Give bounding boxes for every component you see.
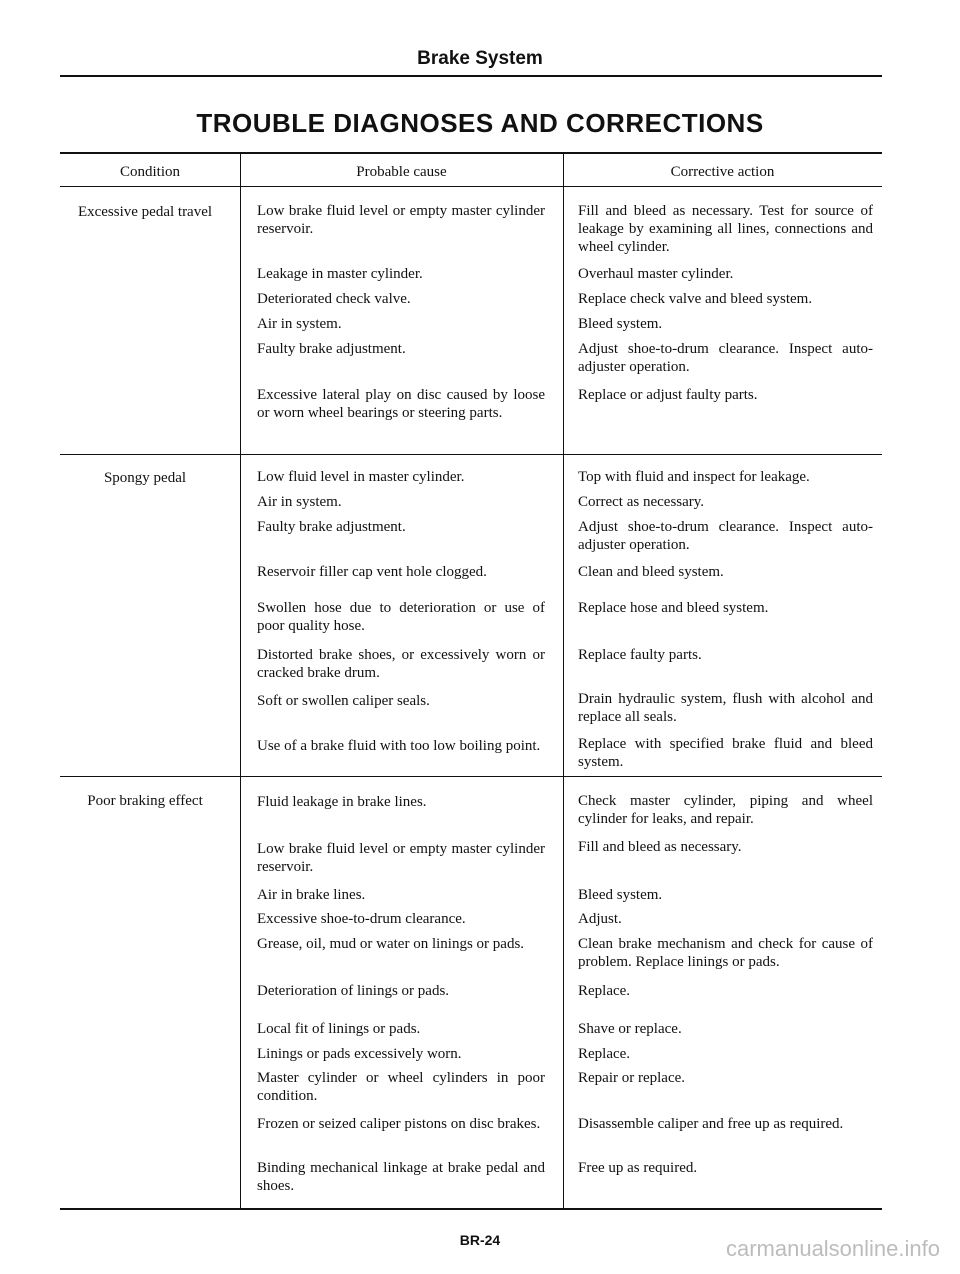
action-text: Fill and bleed as necessary. Test for source of leakage by examining all lines, connections and wheel cylinder. bbox=[578, 203, 873, 255]
cause-text: Deteriorated check valve. bbox=[257, 291, 411, 307]
action-text: Replace. bbox=[578, 983, 631, 999]
action-text: Replace. bbox=[578, 1046, 631, 1062]
action-text: Free up as required. bbox=[578, 1160, 698, 1176]
cause-text: Low fluid level in master cylinder. bbox=[257, 469, 465, 485]
action-text: Correct as necessary. bbox=[578, 494, 705, 510]
cause-text: Reservoir filler cap vent hole clogged. bbox=[257, 564, 487, 580]
action-text: Replace hose and bleed system. bbox=[578, 600, 769, 616]
column-header-cause: Probable cause bbox=[356, 164, 447, 180]
column-divider bbox=[240, 152, 241, 1210]
cause-text: Swollen hose due to deterioration or use of poor quality hose. bbox=[257, 600, 545, 634]
condition-label: Poor braking effect bbox=[87, 793, 203, 809]
action-text: Replace or adjust faulty parts. bbox=[578, 387, 758, 403]
cause-text: Air in brake lines. bbox=[257, 887, 366, 903]
cause-text: Linings or pads excessively worn. bbox=[257, 1046, 462, 1062]
diagnosis-table bbox=[60, 152, 882, 1210]
action-text: Shave or replace. bbox=[578, 1021, 682, 1037]
condition-label: Spongy pedal bbox=[103, 470, 187, 486]
cause-text: Air in system. bbox=[257, 494, 342, 510]
action-text: Clean brake mechanism and check for cause of problem. Replace linings or pads. bbox=[578, 936, 873, 970]
cause-text: Soft or swollen caliper seals. bbox=[257, 693, 430, 709]
cause-text: Frozen or seized caliper pistons on disc brakes. bbox=[257, 1116, 541, 1132]
cause-text: Low brake fluid level or empty master cylinder reservoir. bbox=[257, 841, 545, 875]
watermark: carmanualsonline.info bbox=[725, 1236, 940, 1261]
cause-text: Air in system. bbox=[257, 316, 342, 332]
condition-label: Excessive pedal travel bbox=[77, 204, 213, 220]
group-divider bbox=[60, 776, 882, 777]
column-divider bbox=[563, 152, 564, 1210]
cause-text: Low brake fluid level or empty master cylinder reservoir. bbox=[257, 203, 545, 237]
page-title: TROUBLE DIAGNOSES AND CORRECTIONS bbox=[196, 108, 764, 138]
header-bottom-rule bbox=[60, 186, 882, 187]
table-bottom-rule bbox=[60, 1208, 882, 1210]
action-text: Disassemble caliper and free up as required. bbox=[578, 1116, 844, 1132]
cause-text: Leakage in master cylinder. bbox=[257, 266, 423, 282]
cause-text: Distorted brake shoes, or excessively worn or cracked brake drum. bbox=[257, 647, 545, 681]
cause-text: Grease, oil, mud or water on linings or pads. bbox=[257, 936, 525, 952]
action-text: Bleed system. bbox=[578, 887, 663, 903]
action-text: Check master cylinder, piping and wheel cylinder for leaks, and repair. bbox=[578, 793, 873, 827]
action-text: Replace faulty parts. bbox=[578, 647, 702, 663]
section-header: Brake System bbox=[417, 48, 543, 69]
cause-text: Fluid leakage in brake lines. bbox=[257, 794, 427, 810]
table-top-rule bbox=[60, 152, 882, 154]
header-rule bbox=[60, 75, 882, 77]
cause-text: Excessive shoe-to-drum clearance. bbox=[257, 911, 466, 927]
action-text: Clean and bleed system. bbox=[578, 564, 724, 580]
column-header-action: Corrective action bbox=[670, 164, 775, 180]
cause-text: Excessive lateral play on disc caused by loose or worn wheel bearings or steering parts. bbox=[257, 387, 545, 421]
action-text: Adjust shoe-to-drum clearance. Inspect auto-adjuster operation. bbox=[578, 519, 873, 553]
column-header-condition: Condition bbox=[119, 164, 180, 180]
action-text: Adjust. bbox=[578, 911, 622, 927]
cause-text: Master cylinder or wheel cylinders in poor condition. bbox=[257, 1070, 545, 1104]
action-text: Repair or replace. bbox=[578, 1070, 686, 1086]
action-text: Replace check valve and bleed system. bbox=[578, 291, 813, 307]
cause-text: Faulty brake adjustment. bbox=[257, 519, 406, 535]
action-text: Fill and bleed as necessary. bbox=[578, 839, 742, 855]
action-text: Drain hydraulic system, flush with alcohol and replace all seals. bbox=[578, 691, 873, 725]
cause-text: Binding mechanical linkage at brake pedal and shoes. bbox=[257, 1160, 545, 1194]
group-divider bbox=[60, 454, 882, 455]
action-text: Top with fluid and inspect for leakage. bbox=[578, 469, 810, 485]
action-text: Overhaul master cylinder. bbox=[578, 266, 734, 282]
cause-text: Local fit of linings or pads. bbox=[257, 1021, 421, 1037]
page-number: BR-24 bbox=[459, 1232, 501, 1248]
action-text: Bleed system. bbox=[578, 316, 663, 332]
action-text: Replace with specified brake fluid and bleed system. bbox=[578, 736, 873, 770]
cause-text: Deterioration of linings or pads. bbox=[257, 983, 450, 999]
action-text: Adjust shoe-to-drum clearance. Inspect auto-adjuster operation. bbox=[578, 341, 873, 375]
cause-text: Use of a brake fluid with too low boiling point. bbox=[257, 738, 541, 754]
cause-text: Faulty brake adjustment. bbox=[257, 341, 406, 357]
